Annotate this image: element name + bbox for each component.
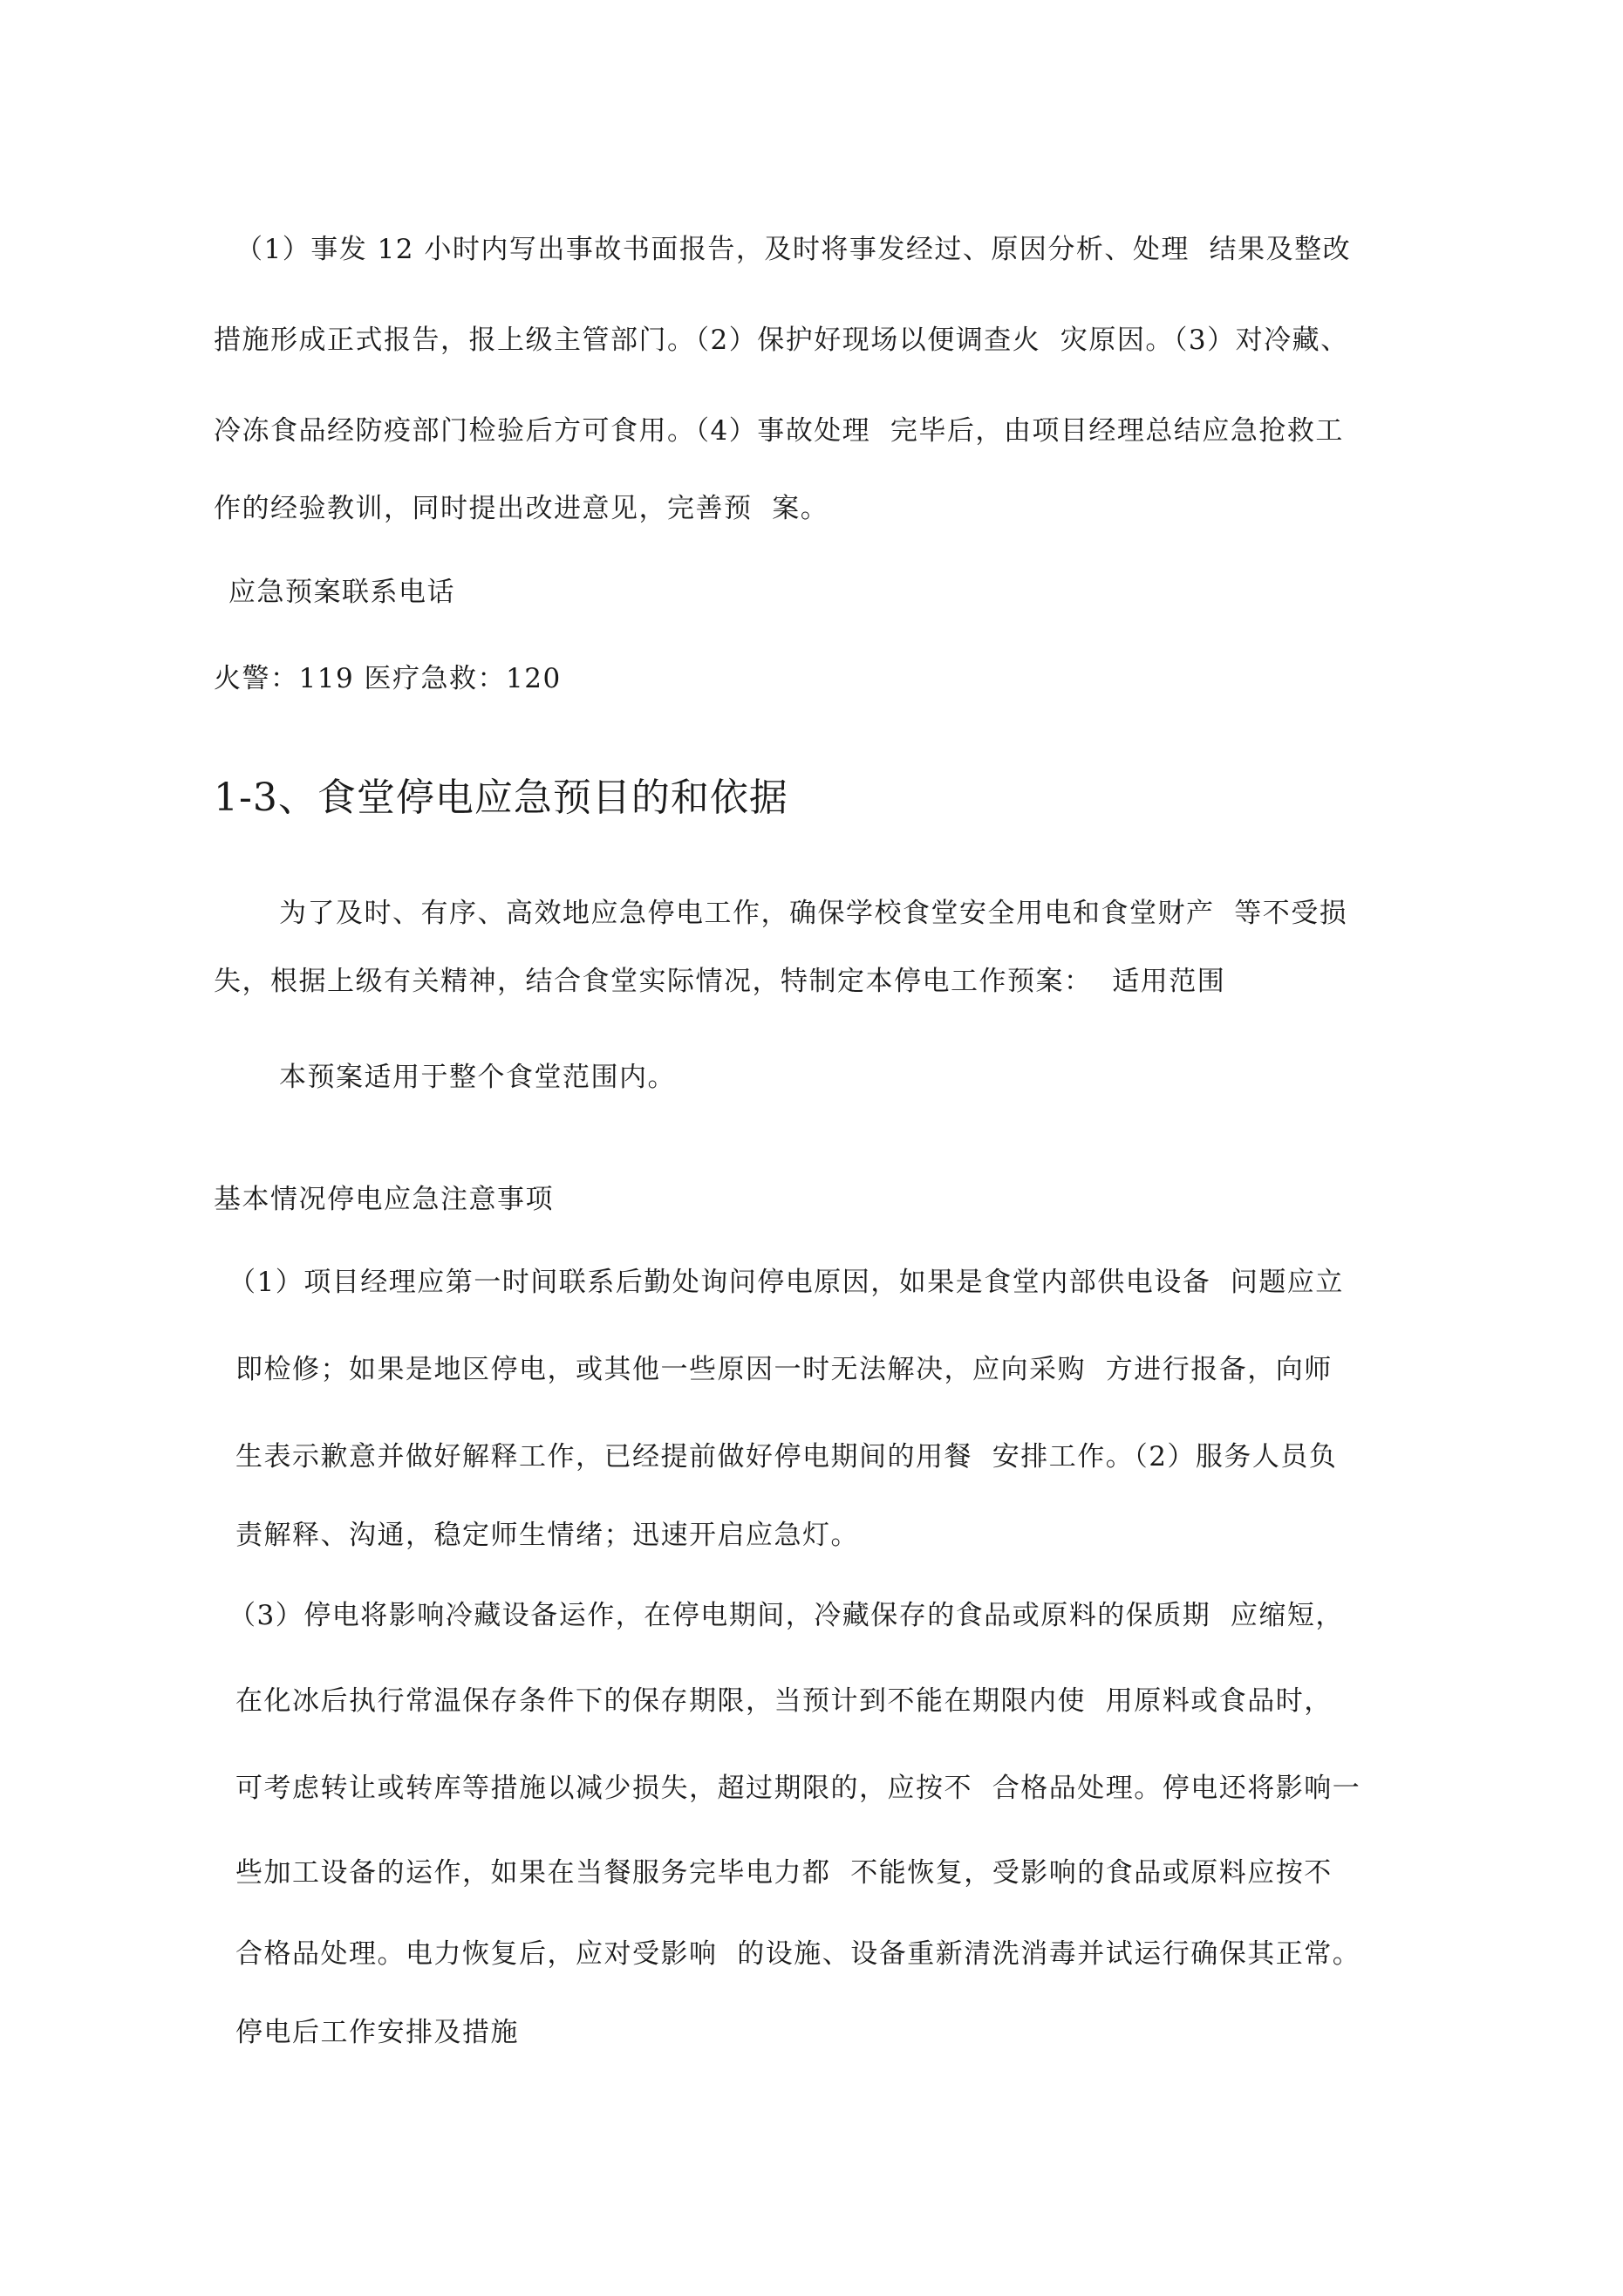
- paragraph-line: 作的经验教训，同时提出改进意见，完善预 案。: [214, 493, 829, 524]
- paragraph-line: 冷冻食品经防疫部门检验后方可食用。（4）事故处理 完毕后，由项目经理总结应急抢救工: [214, 415, 1344, 447]
- scope-text: 本预案适用于整个食堂范围内。: [279, 1062, 676, 1093]
- paragraph-line: （1）项目经理应第一时间联系后勤处询问停电原因，如果是食堂内部供电设备 问题应立: [228, 1267, 1344, 1298]
- paragraph-line: 责解释、沟通，稳定师生情绪；迅速开启应急灯。: [235, 1520, 859, 1551]
- contacts-phones: 火警：119 医疗急救：120: [214, 663, 562, 694]
- paragraph-line: 生表示歉意并做好解释工作，已经提前做好停电期间的用餐 安排工作。（2）服务人员负: [235, 1441, 1338, 1473]
- contacts-title: 应急预案联系电话: [228, 577, 455, 608]
- after-title: 停电后工作安排及措施: [235, 2017, 519, 2048]
- paragraph-line: （1）事发 12 小时内写出事故书面报告，及时将事发经过、原因分析、处理 结果及整改: [235, 234, 1352, 265]
- notice-title: 基本情况停电应急注意事项: [214, 1184, 554, 1215]
- paragraph-line: 失，根据上级有关精神，结合食堂实际情况，特制定本停电工作预案： 适用范围: [214, 966, 1226, 997]
- paragraph-line: 合格品处理。电力恢复后，应对受影响 的设施、设备重新清洗消毒并试运行确保其正常。: [235, 1938, 1361, 1970]
- paragraph-line: （3）停电将影响冷藏设备运作，在停电期间，冷藏保存的食品或原料的保质期 应缩短，: [228, 1600, 1344, 1631]
- section-heading: 1-3、食堂停电应急预目的和依据: [214, 776, 788, 820]
- paragraph-line: 为了及时、有序、高效地应急停电工作，确保学校食堂安全用电和食堂财产 等不受损: [279, 898, 1348, 929]
- paragraph-line: 些加工设备的运作，如果在当餐服务完毕电力都 不能恢复，受影响的食品或原料应按不: [235, 1857, 1333, 1889]
- paragraph-line: 可考虑转让或转库等措施以减少损失，超过期限的，应按不 合格品处理。停电还将影响一: [235, 1773, 1361, 1804]
- paragraph-line: 措施形成正式报告，报上级主管部门。（2）保护好现场以便调查火 灾原因。（3）对冷藏、: [214, 325, 1349, 356]
- paragraph-line: 即检修；如果是地区停电，或其他一些原因一时无法解决，应向采购 方进行报备，向师: [235, 1354, 1333, 1385]
- paragraph-line: 在化冰后执行常温保存条件下的保存期限，当预计到不能在期限内使 用原料或食品时，: [235, 1685, 1333, 1717]
